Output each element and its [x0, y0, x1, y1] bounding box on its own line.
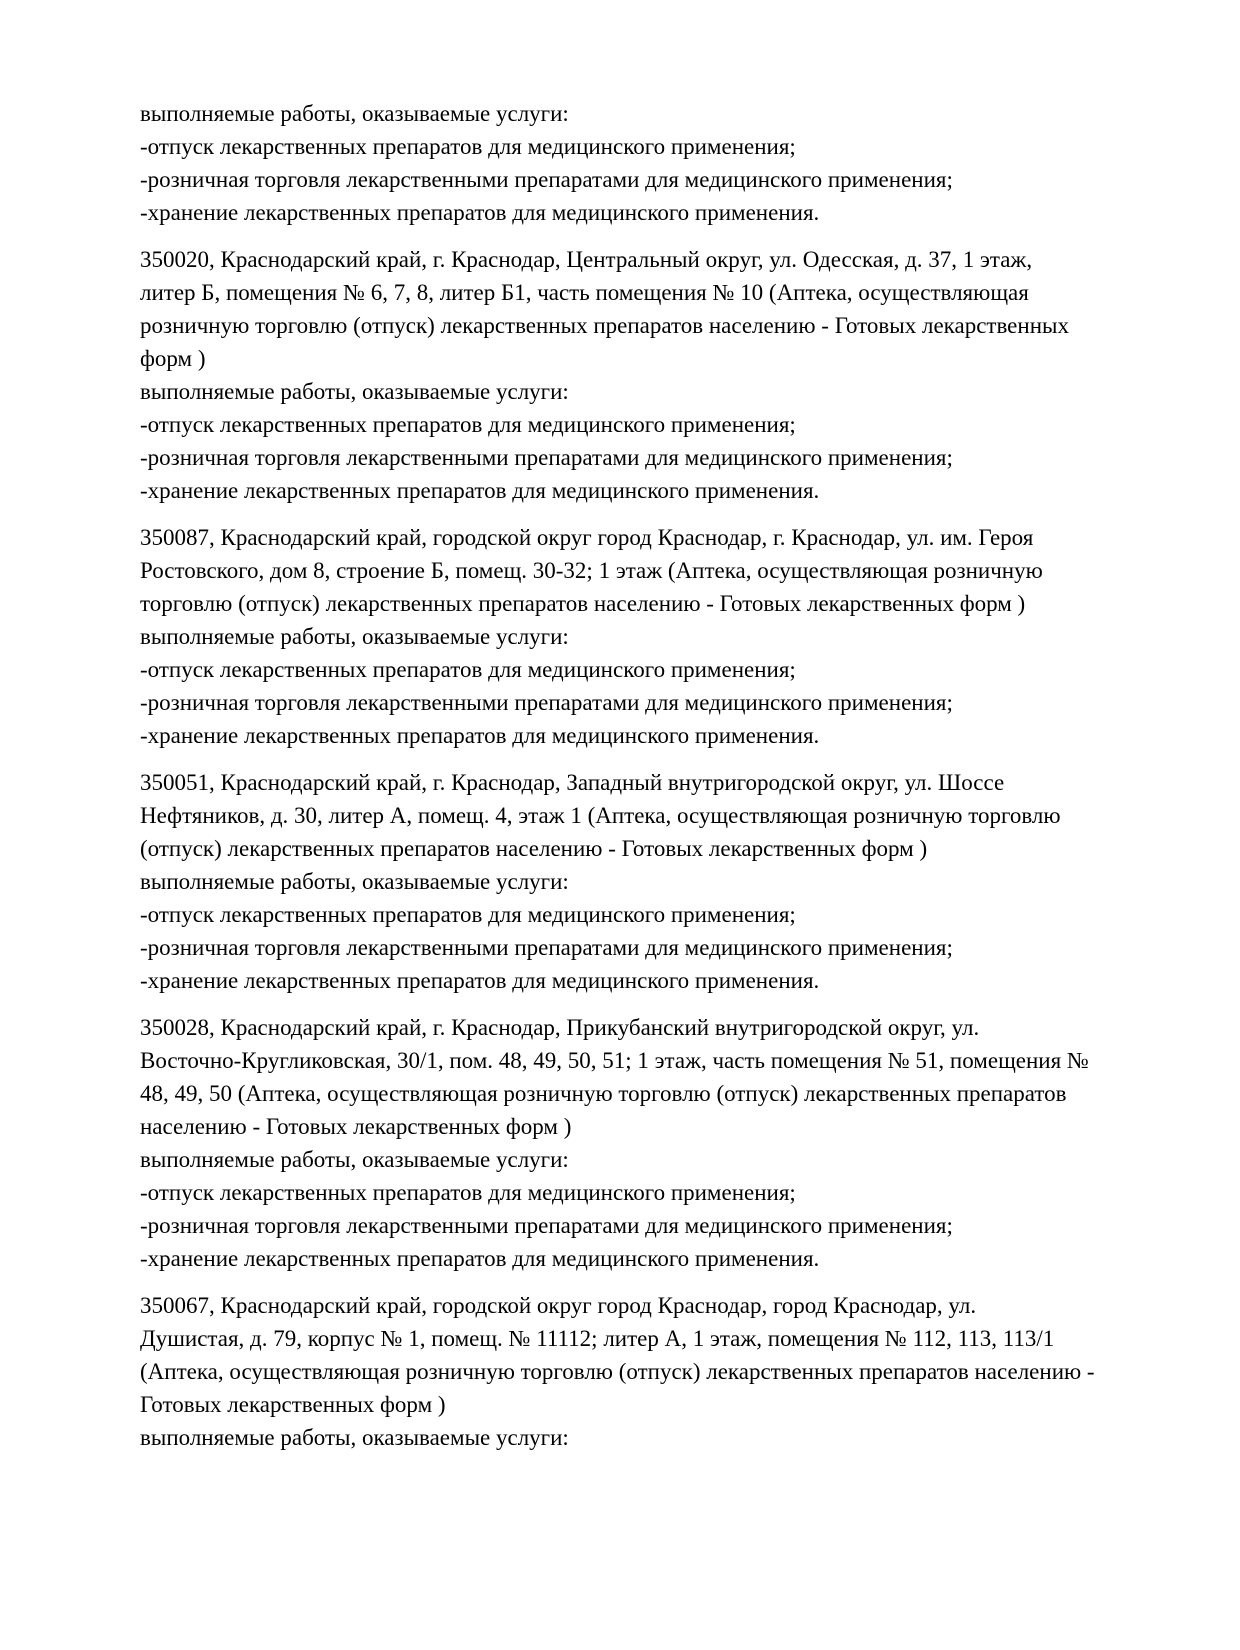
service-line: -хранение лекарственных препаратов для медицинского применения. [140, 1246, 820, 1271]
address-line: литер Б, помещения № 6, 7, 8, литер Б1, часть помещения № 10 (Аптека, осуществляющая [140, 280, 1029, 305]
address-line: 350067, Краснодарский край, городской округ город Краснодар, город Краснодар, ул. [140, 1293, 977, 1318]
address-line: населению - Готовых лекарственных форм ) [140, 1114, 572, 1139]
address-line: розничную торговлю (отпуск) лекарственных препаратов населению - Готовых лекарственных [140, 313, 1069, 338]
license-addresses-text [140, 97, 1210, 1454]
address-line: Готовых лекарственных форм ) [140, 1392, 446, 1417]
service-line: -хранение лекарственных препаратов для медицинского применения. [140, 200, 820, 225]
service-line: -отпуск лекарственных препаратов для медицинского применения; [140, 657, 796, 682]
address-line: 48, 49, 50 (Аптека, осуществляющая розничную торговлю (отпуск) лекарственных препаратов [140, 1081, 1067, 1106]
address-line: Восточно-Кругликовская, 30/1, пом. 48, 49, 50, 51; 1 этаж, часть помещения № 51, помещения № [140, 1048, 1089, 1073]
service-line: -розничная торговля лекарственными препаратами для медицинского применения; [140, 445, 953, 470]
service-line: -отпуск лекарственных препаратов для медицинского применения; [140, 412, 796, 437]
address-line: торговлю (отпуск) лекарственных препаратов населению - Готовых лекарственных форм ) [140, 591, 1026, 616]
services-heading-line: выполняемые работы, оказываемые услуги: [140, 624, 569, 649]
address-line: Ростовского, дом 8, строение Б, помещ. 30-32; 1 этаж (Аптека, осуществляющая розничную [140, 558, 1043, 583]
license-object-block [140, 1011, 1210, 1275]
service-line: -розничная торговля лекарственными препаратами для медицинского применения; [140, 167, 953, 192]
address-line: 350087, Краснодарский край, городской округ город Краснодар, г. Краснодар, ул. им. Героя [140, 525, 1034, 550]
services-heading-line: выполняемые работы, оказываемые услуги: [140, 101, 569, 126]
license-object-block [140, 97, 1210, 229]
address-line: 350028, Краснодарский край, г. Краснодар, Прикубанский внутригородской округ, ул. [140, 1015, 980, 1040]
service-line: -хранение лекарственных препаратов для медицинского применения. [140, 478, 820, 503]
license-object-block [140, 521, 1210, 752]
service-line: -отпуск лекарственных препаратов для медицинского применения; [140, 134, 796, 159]
services-heading-line: выполняемые работы, оказываемые услуги: [140, 1425, 569, 1450]
license-object-block [140, 766, 1210, 997]
license-object-block [140, 1289, 1210, 1454]
address-line: 350051, Краснодарский край, г. Краснодар, Западный внутригородской округ, ул. Шоссе [140, 770, 1005, 795]
address-line: (Аптека, осуществляющая розничную торговлю (отпуск) лекарственных препаратов населению - [140, 1359, 1095, 1384]
address-line: (отпуск) лекарственных препаратов населению - Готовых лекарственных форм ) [140, 836, 928, 861]
service-line: -отпуск лекарственных препаратов для медицинского применения; [140, 1180, 796, 1205]
service-line: -розничная торговля лекарственными препаратами для медицинского применения; [140, 1213, 953, 1238]
services-heading-line: выполняемые работы, оказываемые услуги: [140, 1147, 569, 1172]
address-line: 350020, Краснодарский край, г. Краснодар, Центральный округ, ул. Одесская, д. 37, 1 этаж, [140, 247, 1033, 272]
service-line: -розничная торговля лекарственными препаратами для медицинского применения; [140, 935, 953, 960]
service-line: -хранение лекарственных препаратов для медицинского применения. [140, 968, 820, 993]
license-object-block [140, 243, 1210, 507]
address-line: Нефтяников, д. 30, литер А, помещ. 4, этаж 1 (Аптека, осуществляющая розничную торговлю [140, 803, 1061, 828]
address-line: Душистая, д. 79, корпус № 1, помещ. № 11112; литер А, 1 этаж, помещения № 112, 113, 113/1 [140, 1326, 1055, 1351]
address-line: форм ) [140, 346, 206, 371]
service-line: -хранение лекарственных препаратов для медицинского применения. [140, 723, 820, 748]
services-heading-line: выполняемые работы, оказываемые услуги: [140, 869, 569, 894]
service-line: -розничная торговля лекарственными препаратами для медицинского применения; [140, 690, 953, 715]
service-line: -отпуск лекарственных препаратов для медицинского применения; [140, 902, 796, 927]
services-heading-line: выполняемые работы, оказываемые услуги: [140, 379, 569, 404]
